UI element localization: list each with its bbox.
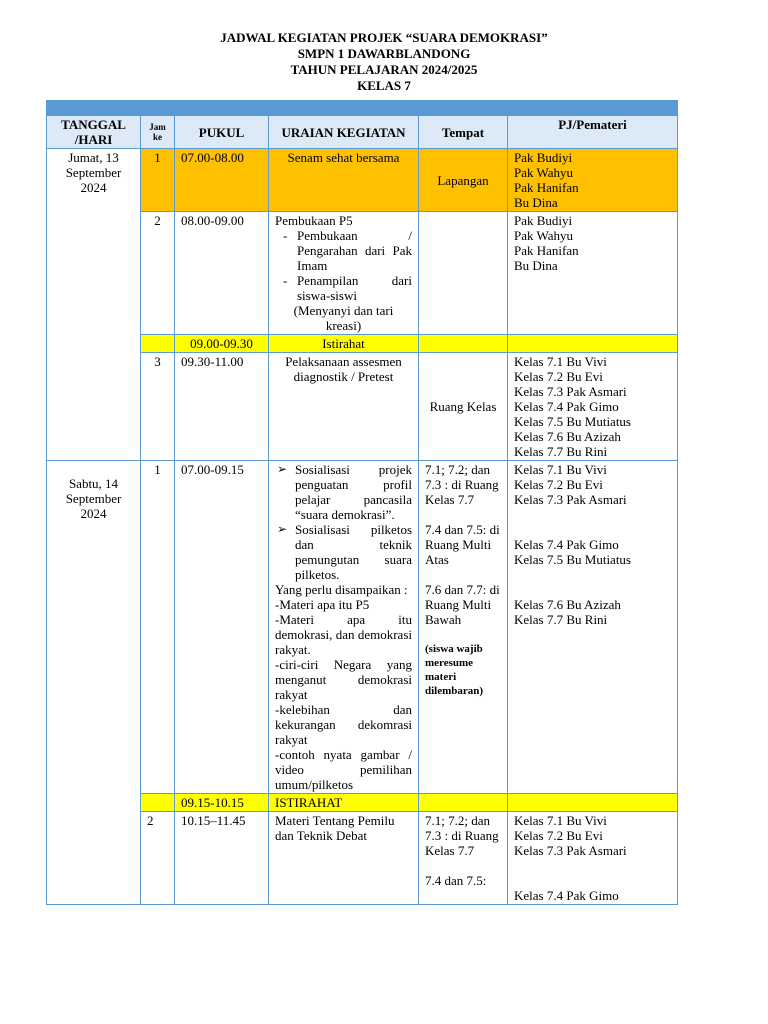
tempat-cell [419, 212, 508, 335]
pukul-cell: 09.00-09.30 [175, 335, 269, 353]
tempat-line: 7.6 dan 7.7: di Ruang Multi Bawah [425, 582, 500, 627]
uraian-line: Yang perlu disampaikan : [275, 582, 408, 597]
pj-name: Kelas 7.6 Bu Azizah [514, 429, 621, 444]
pukul-cell: 08.00-09.00 [175, 212, 269, 335]
pj-name: Kelas 7.7 Bu Rini [514, 444, 608, 459]
pj-cell [508, 149, 678, 212]
pj-name: Kelas 7.1 Bu Vivi [514, 462, 607, 477]
tempat-line: 7.4 dan 7.5: di Ruang Multi Atas [425, 522, 500, 567]
header-jam: Jam ke [141, 116, 175, 149]
tempat-cell [419, 812, 508, 905]
pukul-cell: 07.00-08.00 [175, 149, 269, 212]
jam-cell: 2 [141, 812, 175, 905]
uraian-line: -kelebihan dan kekurangan dekomrasi rakyat [275, 702, 412, 747]
table-top-bar [47, 101, 678, 116]
pj-name: Bu Dina [514, 258, 558, 273]
uraian-cell [269, 212, 419, 335]
schedule-table [46, 100, 678, 905]
uraian-line: -contoh nyata gambar / video pemilihan umum/pilketos [275, 747, 412, 792]
pj-name: Kelas 7.2 Bu Evi [514, 828, 603, 843]
header-tanggal: TANGGAL /HARI [47, 116, 141, 149]
tempat-cell [419, 461, 508, 794]
table-row [47, 212, 678, 335]
uraian-cell [269, 461, 419, 794]
jam-cell: 1 [141, 149, 175, 212]
pj-name: Pak Budiyi [514, 150, 573, 165]
uraian-cell: Istirahat [269, 335, 419, 353]
uraian-line: -Materi apa itu demokrasi, dan demokrasi rakyat. [275, 612, 412, 657]
tempat-cell [419, 335, 508, 353]
day1-date: Jumat, 13 September 2024 [47, 149, 141, 461]
tempat-cell [419, 794, 508, 812]
pukul-cell: 09.30-11.00 [175, 353, 269, 461]
list-item: - Penampilan dari siswa-siswi [297, 273, 412, 303]
jam-cell: 1 [141, 461, 175, 794]
pj-name: Kelas 7.1 Bu Vivi [514, 813, 607, 828]
table-row [47, 794, 678, 812]
table-row [47, 812, 678, 905]
pj-name: Pak Wahyu [514, 165, 574, 180]
list-item: ➢ Sosialisasi pilketos dan teknik pemungutan suara pilketos. [295, 522, 412, 582]
title-line-2: SMPN 1 DAWARBLANDONG [297, 46, 471, 61]
pj-cell [508, 461, 678, 794]
pj-name: Kelas 7.6 Bu Azizah [514, 597, 621, 612]
uraian-bullets [275, 462, 412, 582]
pj-cell [508, 353, 678, 461]
header-uraian: URAIAN KEGIATAN [269, 116, 419, 149]
uraian-cell: ISTIRAHAT [269, 794, 419, 812]
tempat-cell: Ruang Kelas [419, 353, 508, 461]
pj-cell [508, 812, 678, 905]
pj-name: Kelas 7.5 Bu Mutiatus [514, 552, 631, 567]
uraian-note: (Menyanyi dan tari kreasi) [293, 303, 394, 333]
column-header-row [47, 116, 678, 149]
pj-name: Kelas 7.1 Bu Vivi [514, 354, 607, 369]
pj-name: Kelas 7.4 Pak Gimo [514, 888, 619, 903]
list-item: ➢ Sosialisasi projek penguatan profil pelajar pancasila “suara demokrasi”. [295, 462, 412, 522]
jam-cell: 3 [141, 353, 175, 461]
uraian-line: -ciri-ciri Negara yang menganut demokrasi rakyat [275, 657, 412, 702]
pj-name: Pak Wahyu [514, 228, 574, 243]
tempat-line: 7.1; 7.2; dan 7.3 : di Ruang Kelas 7.7 [425, 462, 499, 507]
pukul-cell: 10.15–11.45 [175, 812, 269, 905]
table-row [47, 461, 678, 794]
uraian-cell: Materi Tentang Pemilu dan Teknik Debat [269, 812, 419, 905]
title-line-3: TAHUN PELAJARAN 2024/2025 [290, 62, 478, 77]
title-line-1: JADWAL KEGIATAN PROJEK “SUARA DEMOKRASI” [220, 30, 548, 45]
tempat-note: (siswa wajib meresume materi dilembaran) [425, 643, 484, 697]
pj-name: Kelas 7.5 Bu Mutiatus [514, 414, 631, 429]
table-row [47, 353, 678, 461]
header-tempat: Tempat [419, 116, 508, 149]
pj-name: Kelas 7.3 Pak Asmari [514, 384, 627, 399]
pj-cell [508, 335, 678, 353]
pj-name: Pak Hanifan [514, 243, 579, 258]
uraian-cell: Pelaksanaan assesmen diagnostik / Pretest [269, 353, 419, 461]
pj-name: Pak Hanifan [514, 180, 579, 195]
pj-name: Kelas 7.2 Bu Evi [514, 369, 603, 384]
uraian-cell: Senam sehat bersama [269, 149, 419, 212]
document-header [0, 30, 768, 94]
pj-name: Kelas 7.4 Pak Gimo [514, 537, 619, 552]
header-pukul: PUKUL [175, 116, 269, 149]
pj-name: Kelas 7.3 Pak Asmari [514, 492, 627, 507]
pukul-cell: 09.15-10.15 [175, 794, 269, 812]
list-item: - Pembukaan / Pengarahan dari Pak Imam [297, 228, 412, 273]
uraian-list [275, 228, 412, 303]
tempat-line: 7.4 dan 7.5: [425, 873, 487, 888]
pj-name: Kelas 7.3 Pak Asmari [514, 843, 627, 858]
day2-date: Sabtu, 14 September 2024 [47, 461, 141, 905]
pj-name: Pak Budiyi [514, 213, 573, 228]
pj-name: Kelas 7.4 Pak Gimo [514, 399, 619, 414]
pj-name: Kelas 7.7 Bu Rini [514, 612, 608, 627]
title-line-4: KELAS 7 [357, 78, 411, 93]
pj-name: Bu Dina [514, 195, 558, 210]
uraian-title: Pembukaan P5 [275, 213, 353, 228]
jam-cell [141, 794, 175, 812]
header-pj: PJ/Pemateri [508, 116, 678, 149]
pj-cell [508, 794, 678, 812]
uraian-line: -Materi apa itu P5 [275, 597, 370, 612]
pj-name: Kelas 7.2 Bu Evi [514, 477, 603, 492]
tempat-line: 7.1; 7.2; dan 7.3 : di Ruang Kelas 7.7 [425, 813, 499, 858]
jam-cell [141, 335, 175, 353]
table-row [47, 335, 678, 353]
pukul-cell: 07.00-09.15 [175, 461, 269, 794]
jam-cell: 2 [141, 212, 175, 335]
table-row [47, 149, 678, 212]
tempat-cell: Lapangan [419, 149, 508, 212]
pj-cell [508, 212, 678, 335]
